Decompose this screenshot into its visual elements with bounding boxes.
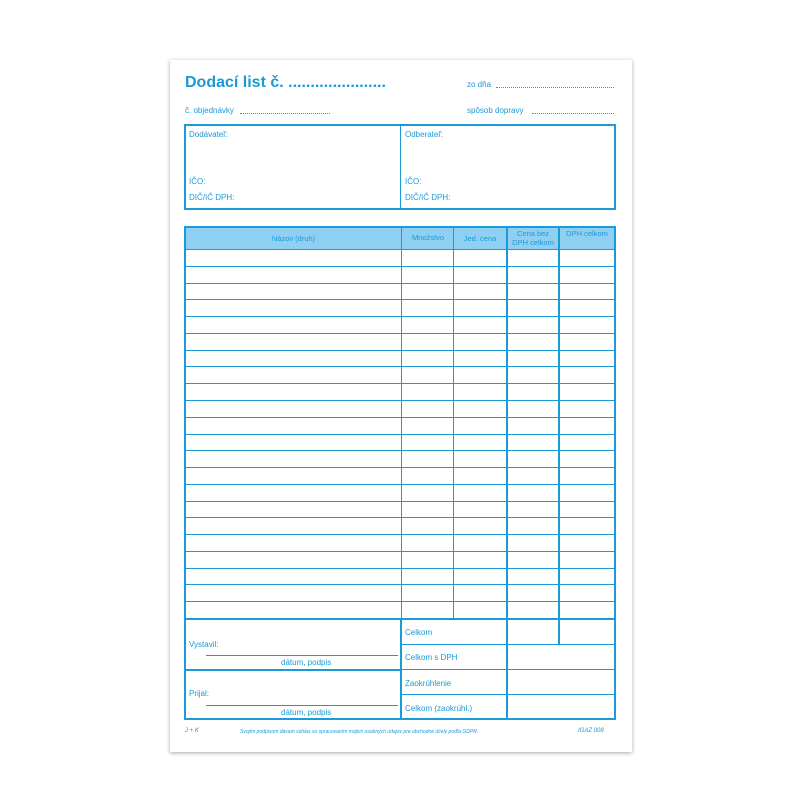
total-rounded-label: Celkom (zaokrúhl.) <box>405 704 473 713</box>
table-row[interactable] <box>186 283 614 284</box>
column-divider-quantity <box>453 228 454 618</box>
column-header-unit-price: Jed. cena <box>463 234 497 243</box>
table-row[interactable] <box>186 467 614 468</box>
issued-by-label: Vystavil: <box>189 640 219 649</box>
table-row[interactable] <box>186 434 614 435</box>
order-number-field[interactable] <box>240 113 330 114</box>
table-row[interactable] <box>186 584 614 585</box>
table-row[interactable] <box>186 568 614 569</box>
table-row[interactable] <box>186 400 614 401</box>
issued-date-signature-label: dátum, podpis <box>281 658 332 667</box>
received-signature-line[interactable] <box>206 705 398 706</box>
parties-divider <box>400 126 401 208</box>
column-header-vat: DPH celkom <box>566 229 608 238</box>
customer-dic-label: DIČ/IČ DPH: <box>405 193 451 202</box>
summary-row-line-3 <box>402 694 614 695</box>
summary-vat-divider <box>558 618 560 644</box>
items-table-border <box>184 226 616 620</box>
table-row[interactable] <box>186 333 614 334</box>
table-row[interactable] <box>186 551 614 552</box>
customer-ico-label: IČO: <box>405 177 422 186</box>
table-row[interactable] <box>186 517 614 518</box>
column-divider-price-without-vat <box>558 228 560 618</box>
column-divider-unit-price <box>506 228 508 618</box>
column-header-name: Názov (druh) <box>271 234 316 243</box>
table-row[interactable] <box>186 383 614 384</box>
delivery-note-sheet <box>170 60 632 752</box>
table-row[interactable] <box>186 484 614 485</box>
column-divider-name <box>401 228 402 618</box>
transport-field[interactable] <box>532 113 614 114</box>
summary-right-border <box>614 618 616 720</box>
customer-label: Odberateľ: <box>405 130 443 139</box>
rounding-label: Zaokrúhlenie <box>405 679 452 688</box>
gdpr-consent-note: Svojím podpisom dávam súhlas so spracovaním mojich osobných údajov pre obchodné účely podľa GDPR. <box>240 729 479 735</box>
table-row[interactable] <box>186 450 614 451</box>
column-header-quantity: Množstvo <box>411 233 445 242</box>
form-code: IGAZ 008 <box>578 728 604 734</box>
order-number-label: č. objednávky <box>185 106 234 115</box>
table-row[interactable] <box>186 534 614 535</box>
table-row[interactable] <box>186 299 614 300</box>
supplier-ico-label: IČO: <box>189 177 206 186</box>
total-label: Celkom <box>405 628 433 637</box>
received-by-label: Prijal: <box>189 689 210 698</box>
issued-signature-line[interactable] <box>206 655 398 656</box>
summary-row-line-2 <box>402 669 614 670</box>
supplier-label: Dodávateľ: <box>189 130 228 139</box>
table-row[interactable] <box>186 266 614 267</box>
received-date-signature-label: dátum, podpis <box>281 708 332 717</box>
date-field[interactable] <box>496 87 614 88</box>
date-label: zo dňa <box>467 80 492 89</box>
supplier-dic-label: DIČ/IČ DPH: <box>189 193 235 202</box>
summary-row-line-1 <box>402 644 614 645</box>
signatures-divider <box>184 669 402 671</box>
table-row[interactable] <box>186 601 614 602</box>
table-row[interactable] <box>186 366 614 367</box>
table-row[interactable] <box>186 501 614 502</box>
document-title: Dodací list č. ...................... <box>185 74 386 91</box>
table-row[interactable] <box>186 350 614 351</box>
column-header-price-without-vat: Cena bez DPH celkom <box>512 229 554 247</box>
table-row[interactable] <box>186 316 614 317</box>
transport-label: spôsob dopravy <box>467 106 524 115</box>
table-row[interactable] <box>186 417 614 418</box>
items-header-underline <box>184 249 616 250</box>
total-with-vat-label: Celkom s DPH <box>405 653 458 662</box>
publisher-mark: J + K <box>185 728 199 734</box>
